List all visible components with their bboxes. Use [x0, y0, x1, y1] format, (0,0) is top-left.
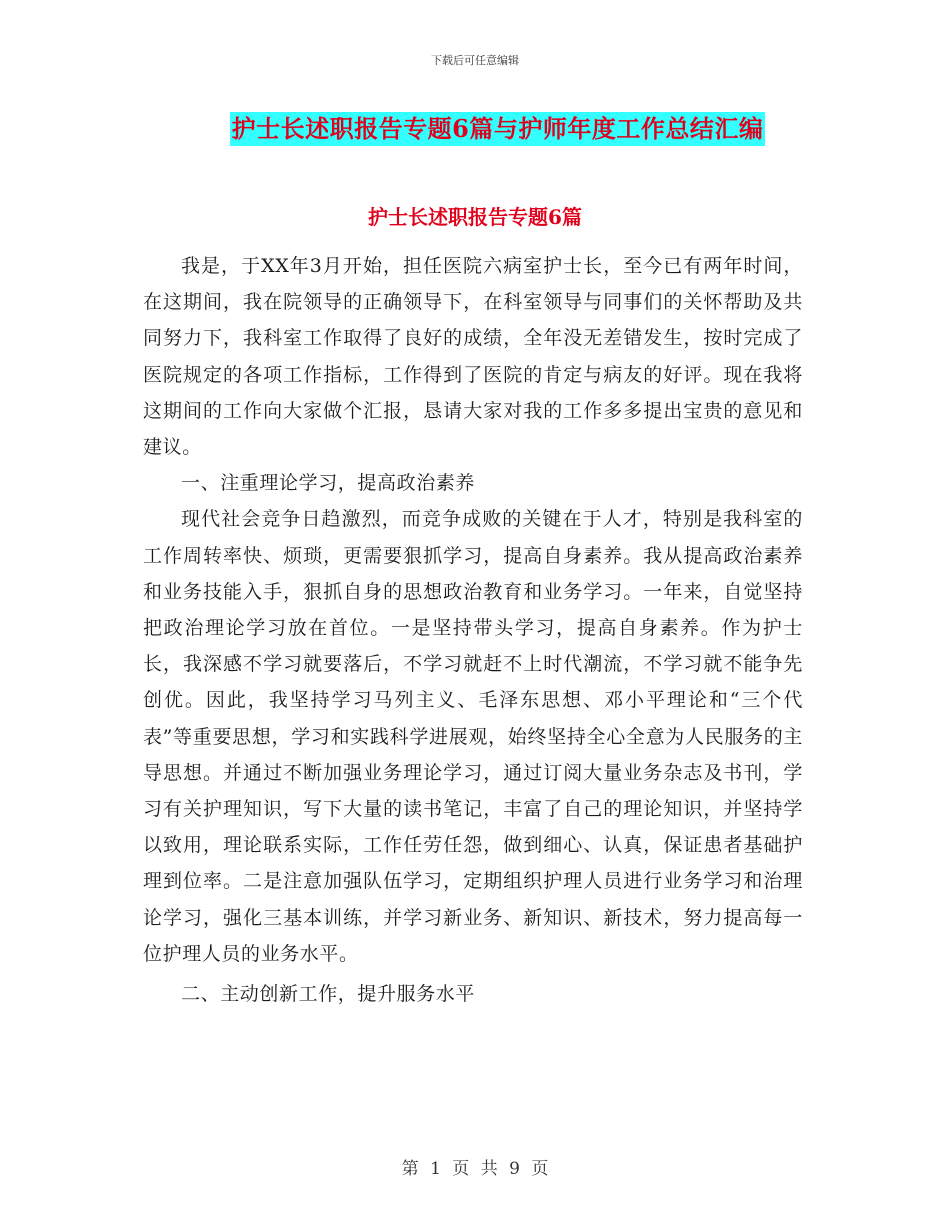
- page-header-note: 下载后可任意编辑: [431, 54, 519, 67]
- intro-paragraph: 我是，于XX年3月开始，担任医院六病室护士长，至今已有两年时间，在这期间，我在院领导的正确领导下，在科室领导与同事们的关怀帮助及共同努力下，我科室工作取得了良好的成绩，全年没无差错发生，按时完成了医院规定的各项工作指标，工作得到了医院的肯定与病友的好评。现在我将这期间的工作向大家做个汇报，恳请大家对我的工作多多提出宝贵的意见和建议。: [143, 255, 803, 459]
- page-number-footer: 第 1 页 共 9 页: [401, 1159, 549, 1179]
- section-heading-1: 一、注重理论学习，提高政治素养: [181, 472, 476, 495]
- section-heading-2: 二、主动创新工作，提升服务水平: [181, 983, 476, 1006]
- document-title: 护士长述职报告专题6篇与护师年度工作总结汇编: [230, 112, 766, 146]
- body-paragraph: 现代社会竞争日趋激烈，而竞争成败的关键在于人才，特别是我科室的工作周转率快、烦琐，更需要狠抓学习，提高自身素养。我从提高政治素养和业务技能入手，狠抓自身的思想政治教育和业务学习。一年来，自觉坚持把政治理论学习放在首位。一是坚持带头学习，提高自身素养。作为护士长，我深感不学习就要落后，不学习就赶不上时代潮流，不学习就不能争先创优。因此，我坚持学习马列主义、毛泽东思想、邓小平理论和“三个代表”等重要思想，学习和实践科学进展观，始终坚持全心全意为人民服务的主导思想。并通过不断加强业务理论学习，通过订阅大量业务杂志及书刊，学习有关护理知识，写下大量的读书笔记，丰富了自己的理论知识，并坚持学以致用，理论联系实际，工作任劳任怨，做到细心、认真，保证患者基础护理到位率。二是注意加强队伍学习，定期组织护理人员进行业务学习和治理论学习，强化三基本训练，并学习新业务、新知识、新技术，努力提高每一位护理人员的业务水平。: [143, 508, 803, 965]
- document-title-container: [0, 112, 950, 146]
- document-body: [143, 248, 803, 1012]
- section-title: 护士长述职报告专题6篇: [368, 205, 582, 229]
